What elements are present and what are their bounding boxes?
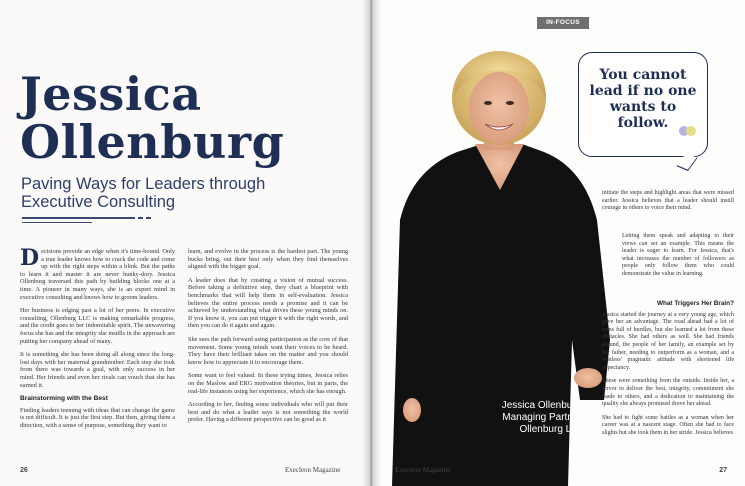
paragraph: According to her, finding some individuals who will put their best and do what a leader says is not something the world prefer. Having a different perspective can be good as it	[188, 401, 348, 424]
magazine-name-left: Execleon Magazine	[285, 466, 341, 474]
paragraph: She sees the path forward using participation as the core of that movement. Some young minds want their voices to be heard. They have their brilliant takes on the matter and you should know how to appreciate it to encourage them.	[188, 335, 348, 366]
paragraph: It is something she has been doing all along since the long-lost days with her maternal grandmother. Each step she took from there was towards a goal, with only success in her mind. Her friends and even her rivals can vouch that she has earned it.	[20, 351, 175, 389]
paragraph: initiate the steps and highlight areas that were missed earlier. Jessica believes that a leader should instill courage in others to voice their mind.	[602, 190, 734, 212]
decorative-rule	[22, 217, 130, 219]
caption-name: Jessica Ollenburg,	[501, 400, 584, 411]
section-subheading: Brainstorming with the Best	[20, 395, 108, 403]
left-page	[0, 0, 370, 486]
right-column-body	[602, 300, 734, 444]
headline-last-name: Ollenburg	[20, 115, 285, 169]
paragraph: These were something from the outside. Inside her, a fervor to deliver the best, integrity, commitment she made to others, and a dedication to maintaining the quality she always promised drove her ahead.	[602, 378, 734, 408]
paragraph: She had to fight some battles as a woman when her career was at a nascent stage. Often she had to face slights but she took them in her stride. Jessica believes	[602, 414, 734, 436]
section-subheading: What Triggers Her Brain?	[656, 300, 734, 307]
drop-cap: D	[20, 245, 40, 271]
quote-dot	[686, 126, 696, 136]
headline-first-name: Jessica	[20, 67, 202, 121]
right-page	[372, 0, 745, 486]
caption-company: Ollenburg LLC	[519, 424, 584, 435]
section-tag: IN-FOCUS	[537, 17, 589, 29]
paragraph: Her business is edging past a lot of her peers. In executive consulting, Ollenburg LLC is making remarkable progress, and the credit goes to her indomitable spirit. The unwavering focus she has and the integrity she instills in the approach are putting her company ahead of many.	[20, 307, 175, 345]
right-column-middle	[622, 233, 734, 285]
pull-quote: You cannot lead if no one wants to follow.	[589, 67, 697, 131]
paragraph: Jessica started the journey at a very young age, which gave her an advantage. The road ahead had a lot of turns full of hurdles, but she learned a lot from these obstacles. She had others as well. She had friends around, the people of her family, an example set by her father, needing to outperform as a woman, and a 'restless' pragmatic attitude with shortened life expectancy.	[602, 311, 734, 371]
right-column-intro	[602, 190, 734, 219]
paragraph: A leader does that by creating a vision of mutual success. Before taking a definitive step, they chart a blueprint with benchmarks that will help them in self-evaluation. Jessica believes the entire process needs a promise and it can be achieved by understanding what drives these young minds on. If you know it, you can put trigger it with the right words, and then you can do it again and again.	[188, 276, 348, 330]
article-column-2	[188, 248, 348, 430]
paragraph: learn, and evolve in the process is the hardest part. The young bucks bring, out their best only when they find themselves aligned with the bigger goal.	[188, 248, 348, 271]
page-number-left: 26	[20, 467, 28, 474]
page-number-right: 27	[719, 467, 727, 474]
caption-role: Managing Partner,	[502, 412, 584, 423]
decorative-rule-short	[22, 222, 92, 223]
article-column-1	[20, 245, 175, 435]
photo-caption	[434, 400, 584, 436]
paragraph: Finding leaders teeming with ideas that can change the game is not difficult. It is just the first step. But then, giving them a direction, with a sense of purpose, something they want to	[20, 406, 175, 429]
paragraph: Some want to feel valued. In these trying times, Jessica relies on the Maslow and ERG motivation theories, but in parts, the real-life instances using her experience, which she has enough.	[188, 372, 348, 395]
paragraph: Decisions provide an edge when it's time-bound. Only a true leader knows how to crack the code and come up with the right steps within a blink. But the paths to learn it and master it are never hunky-dory. Jessica Ollenburg traversed this path by building blocks one at a time. A pioneer in many ways, she is an expert mind in executive consulting and knows how to groom leaders.	[20, 245, 175, 301]
magazine-name-right: Execleon Magazine	[395, 466, 451, 474]
decorative-dashed-rule	[130, 217, 152, 219]
article-subtitle: Paving Ways for Leaders through Executive Consulting	[21, 175, 266, 211]
paragraph: Letting them speak and adapting to their views can set an example. This means the leader is eager to learn. For Jessica, that's what increases the number of followers as people only follow them who could demonstrate the value in learning.	[622, 233, 734, 277]
